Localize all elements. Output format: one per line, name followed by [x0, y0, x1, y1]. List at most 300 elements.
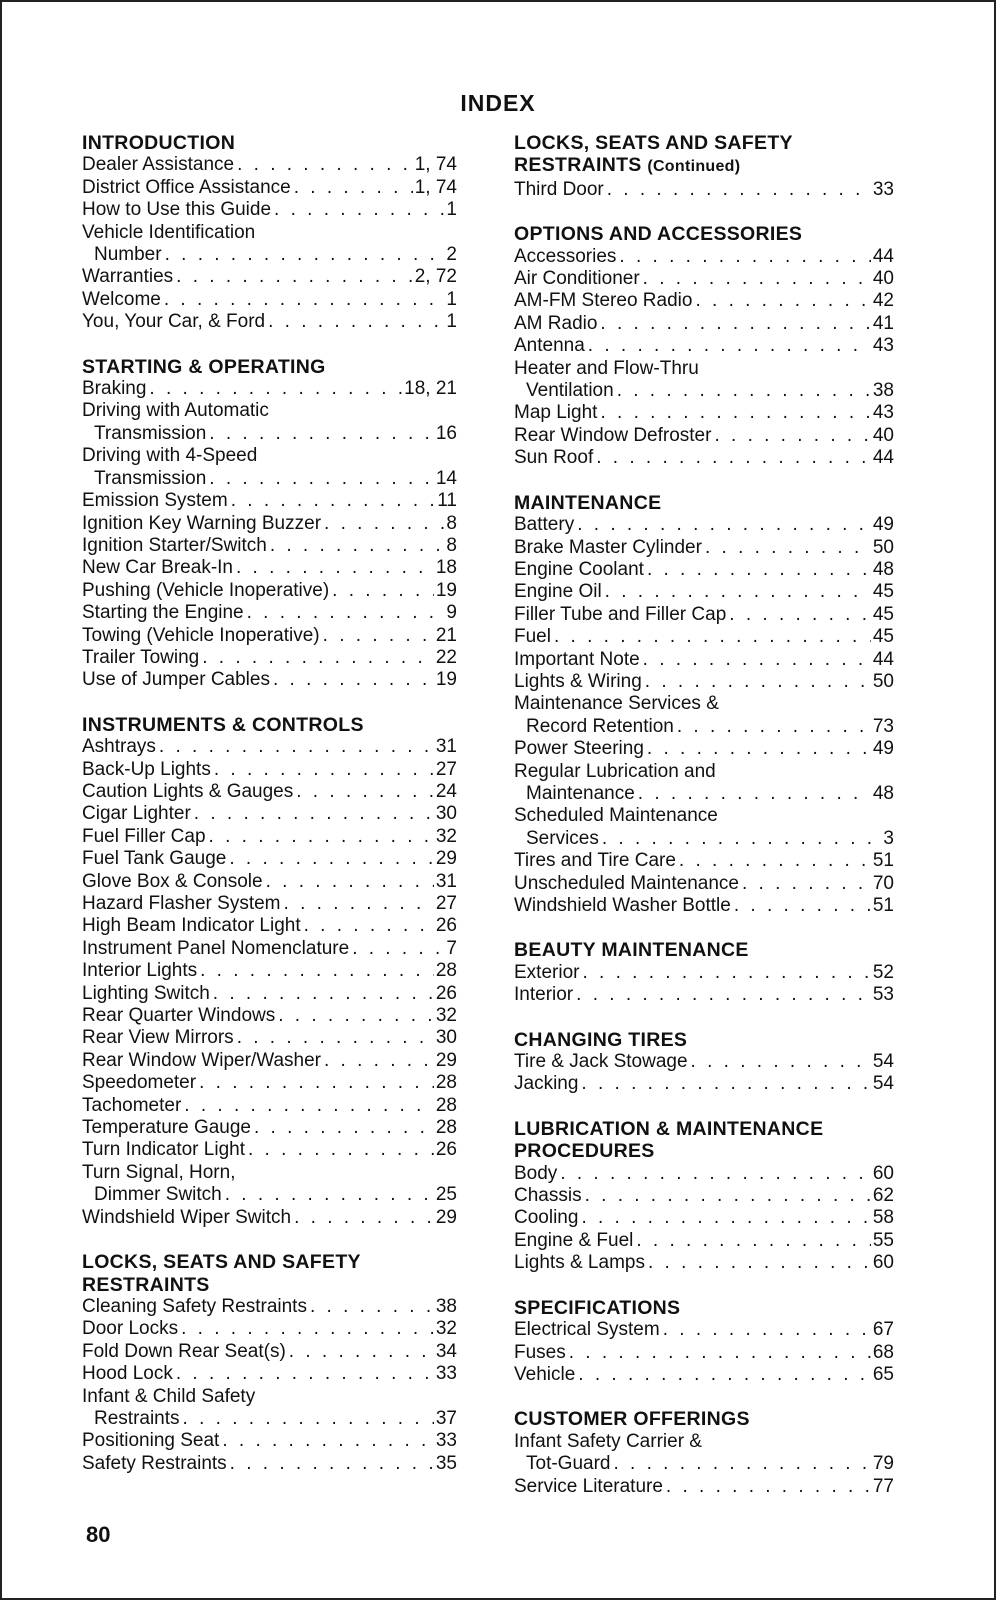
index-entry	[82, 490, 457, 512]
dot-leader	[209, 423, 434, 445]
dot-leader	[605, 581, 871, 603]
entry-label: Electrical System	[514, 1319, 660, 1341]
index-entry	[514, 581, 894, 603]
entry-page-numbers: 30	[435, 803, 457, 825]
index-section-starting-operating	[82, 356, 457, 692]
dot-leader	[729, 604, 871, 626]
dot-leader	[596, 447, 871, 469]
index-entry	[82, 647, 457, 669]
entry-label: Temperature Gauge	[82, 1117, 251, 1139]
index-entry	[514, 649, 894, 671]
dot-leader	[647, 559, 871, 581]
index-entry	[514, 805, 894, 827]
entry-label: Turn Indicator Light	[82, 1139, 245, 1161]
dot-leader	[273, 669, 434, 691]
index-section-beauty-maintenance	[514, 939, 894, 1006]
index-entry	[82, 1050, 457, 1072]
dot-leader	[324, 513, 444, 535]
index-entry	[514, 873, 894, 895]
entry-label: Trailer Towing	[82, 646, 200, 668]
entry-page-numbers: 28	[435, 1117, 457, 1139]
entry-label: Turn Signal, Horn,	[82, 1161, 236, 1183]
index-entry	[82, 1386, 457, 1408]
dot-leader	[254, 1117, 434, 1139]
entry-page-numbers: 45	[872, 626, 894, 648]
entry-page-numbers: 31	[435, 870, 457, 892]
index-entry	[82, 1027, 457, 1049]
entry-label: Starting the Engine	[82, 602, 244, 624]
entry-label: Engine Oil	[514, 581, 602, 603]
section-heading: LUBRICATION & MAINTENANCE	[514, 1117, 824, 1140]
entry-page-numbers: 31	[435, 736, 457, 758]
section-heading: MAINTENANCE	[514, 491, 662, 514]
dot-leader	[582, 962, 870, 984]
index-entry	[82, 915, 457, 937]
entry-page-numbers: 60	[872, 1252, 894, 1274]
entry-label: Engine Coolant	[514, 558, 644, 580]
dot-leader	[691, 1051, 871, 1073]
entry-label: New Car Break-In	[82, 557, 233, 579]
index-entry	[82, 736, 457, 758]
index-entry	[82, 1363, 457, 1385]
dot-leader	[194, 803, 434, 825]
entry-label: Caution Lights & Gauges	[82, 780, 294, 802]
section-heading-line2	[514, 154, 894, 178]
entry-label: Lights & Wiring	[514, 670, 642, 692]
entry-page-numbers: 48	[872, 558, 894, 580]
dot-leader	[199, 1072, 434, 1094]
dot-leader	[613, 1453, 870, 1475]
entry-label: Interior	[514, 984, 574, 1006]
index-entry	[82, 199, 457, 221]
dot-leader	[294, 177, 413, 199]
entry-page-numbers: 40	[872, 268, 894, 290]
dot-leader	[237, 1027, 434, 1049]
index-entry	[82, 1296, 457, 1318]
entry-page-numbers: 1, 74	[414, 154, 457, 176]
entry-label: AM-FM Stereo Radio	[514, 290, 693, 312]
entry-page-numbers: 18	[435, 557, 457, 579]
dot-leader	[176, 1363, 434, 1385]
entry-label: Safety Restraints	[82, 1452, 227, 1474]
section-heading: INTRODUCTION	[82, 132, 236, 154]
entry-label: Fuel	[514, 626, 551, 648]
index-entry	[514, 179, 894, 201]
dot-leader	[560, 1163, 871, 1185]
entry-label: Door Locks	[82, 1318, 179, 1340]
entry-page-numbers: 22	[435, 646, 457, 668]
index-entry	[82, 1117, 457, 1139]
index-entry	[82, 513, 457, 535]
entry-label: Windshield Wiper Switch	[82, 1206, 292, 1228]
index-entry	[514, 693, 894, 715]
dot-leader	[164, 289, 445, 311]
entry-label: Fuel Tank Gauge	[82, 848, 227, 870]
index-entry	[82, 960, 457, 982]
index-entry	[514, 761, 894, 783]
index-entry	[514, 962, 894, 984]
index-section-locks-seats-and-safety	[514, 132, 894, 201]
index-entry	[82, 222, 457, 244]
entry-page-numbers: 25	[435, 1184, 457, 1206]
dot-leader	[270, 535, 445, 557]
index-entry	[82, 938, 457, 960]
entry-page-numbers: 2, 72	[414, 266, 457, 288]
entry-page-numbers: 32	[435, 1005, 457, 1027]
dot-leader	[289, 1341, 434, 1363]
dot-leader	[677, 716, 871, 738]
dot-leader	[230, 1453, 434, 1475]
entry-page-numbers: 26	[435, 982, 457, 1004]
dot-leader	[648, 1252, 871, 1274]
dot-leader	[607, 179, 871, 201]
index-entry	[82, 1207, 457, 1229]
index-entry	[514, 537, 894, 559]
dot-leader	[248, 1139, 434, 1161]
entry-label: Lighting Switch	[82, 982, 210, 1004]
dot-leader	[202, 647, 434, 669]
dot-leader	[165, 244, 445, 266]
index-section-options-and-accessories	[514, 223, 894, 469]
entry-label: Maintenance Services &	[514, 693, 719, 715]
entry-page-numbers: 26	[435, 1139, 457, 1161]
dot-leader	[602, 828, 882, 850]
section-heading-line2	[514, 1140, 894, 1162]
index-entry	[514, 604, 894, 626]
entry-page-numbers: 27	[435, 758, 457, 780]
entry-page-numbers: 35	[435, 1452, 457, 1474]
index-entry	[82, 177, 457, 199]
entry-page-numbers: 43	[872, 402, 894, 424]
dot-leader	[352, 938, 444, 960]
entry-label: Services	[526, 827, 599, 849]
index-entry	[514, 1342, 894, 1364]
entry-page-numbers: 58	[872, 1207, 894, 1229]
index-entry	[82, 423, 457, 445]
index-entry	[82, 1430, 457, 1452]
entry-label: Warranties	[82, 266, 174, 288]
entry-label: Sun Roof	[514, 447, 594, 469]
section-heading: CUSTOMER OFFERINGS	[514, 1408, 750, 1431]
index-entry	[514, 425, 894, 447]
entry-page-numbers: 1	[446, 199, 457, 221]
index-entry	[82, 803, 457, 825]
index-section-customer-offerings	[514, 1408, 894, 1498]
entry-label: Positioning Seat	[82, 1430, 220, 1452]
dot-leader	[638, 783, 871, 805]
entry-label: Chassis	[514, 1185, 582, 1207]
index-entry	[514, 313, 894, 335]
dot-leader	[278, 1005, 434, 1027]
section-heading: BEAUTY MAINTENANCE	[514, 939, 749, 962]
index-entry	[82, 1162, 457, 1184]
entry-label: Vehicle	[514, 1363, 576, 1385]
index-entry	[82, 445, 457, 467]
entry-page-numbers: 11	[437, 490, 457, 512]
entry-label: Interior Lights	[82, 960, 198, 982]
entry-page-numbers: 1	[446, 288, 457, 310]
entry-label: Hood Lock	[82, 1363, 173, 1385]
dot-leader	[181, 1318, 434, 1340]
index-section-introduction	[82, 132, 457, 334]
section-heading: SPECIFICATIONS	[514, 1296, 681, 1319]
dot-leader	[176, 266, 413, 288]
section-heading: CHANGING TIRES	[514, 1028, 688, 1051]
index-entry	[514, 1230, 894, 1252]
entry-page-numbers: 28	[435, 1094, 457, 1116]
entry-page-numbers: 73	[872, 715, 894, 737]
entry-label: Cigar Lighter	[82, 803, 191, 825]
entry-page-numbers: 44	[872, 245, 894, 267]
dot-leader	[666, 1476, 871, 1498]
entry-label: Braking	[82, 378, 147, 400]
section-heading-text: RESTRAINTS	[82, 1273, 210, 1296]
entry-label: Unscheduled Maintenance	[514, 872, 739, 894]
dot-leader	[581, 1073, 870, 1095]
entry-label: Fold Down Rear Seat(s)	[82, 1340, 286, 1362]
entry-page-numbers: 43	[872, 335, 894, 357]
index-entry	[82, 1318, 457, 1340]
entry-label: Tire & Jack Stowage	[514, 1051, 688, 1073]
dot-leader	[617, 380, 871, 402]
index-entry	[514, 626, 894, 648]
index-entry	[82, 1005, 457, 1027]
entry-label: Use of Jumper Cables	[82, 669, 270, 691]
entry-page-numbers: 49	[872, 514, 894, 536]
index-entry	[514, 1431, 894, 1453]
dot-leader	[581, 1207, 870, 1229]
index-section-specifications	[514, 1297, 894, 1387]
section-heading: STARTING & OPERATING	[82, 355, 326, 378]
index-entry	[514, 1051, 894, 1073]
page-title: INDEX	[460, 90, 536, 116]
entry-label: Emission System	[82, 490, 228, 512]
dot-leader	[236, 557, 434, 579]
dot-leader	[742, 873, 871, 895]
dot-leader	[600, 313, 870, 335]
right-column	[514, 132, 894, 1520]
entry-label: Air Conditioner	[514, 268, 640, 290]
entry-page-numbers: 77	[872, 1475, 894, 1497]
entry-page-numbers: 1	[446, 311, 457, 333]
dot-leader	[231, 490, 436, 512]
entry-label: Ignition Key Warning Buzzer	[82, 512, 322, 534]
entry-page-numbers: 18, 21	[404, 378, 457, 400]
dot-leader	[577, 514, 871, 536]
entry-label: Heater and Flow-Thru	[514, 357, 699, 379]
entry-page-numbers: 14	[435, 467, 457, 489]
index-entry	[82, 468, 457, 490]
index-entry	[82, 289, 457, 311]
index-entry	[82, 154, 457, 176]
index-entry	[514, 783, 894, 805]
dot-leader	[643, 649, 871, 671]
entry-label: Tires and Tire Care	[514, 850, 676, 872]
index-entry	[514, 984, 894, 1006]
entry-label: Record Retention	[526, 715, 674, 737]
entry-label: Rear Window Wiper/Washer	[82, 1049, 321, 1071]
section-heading-text: RESTRAINTS	[514, 154, 642, 177]
entry-page-numbers: 49	[872, 738, 894, 760]
entry-label: Important Note	[514, 648, 640, 670]
dot-leader	[284, 893, 434, 915]
index-entry	[82, 871, 457, 893]
entry-page-numbers: 50	[872, 670, 894, 692]
index-entry	[82, 602, 457, 624]
entry-label: Ashtrays	[82, 736, 156, 758]
entry-label: Accessories	[514, 245, 617, 267]
page-number: 80	[86, 1522, 111, 1547]
entry-label: Power Steering	[514, 738, 644, 760]
entry-label: Pushing (Vehicle Inoperative)	[82, 579, 330, 601]
left-column	[82, 132, 457, 1497]
dot-leader	[274, 199, 444, 221]
entry-page-numbers: 9	[446, 602, 457, 624]
dot-leader	[214, 759, 434, 781]
entry-page-numbers: 33	[435, 1430, 457, 1452]
section-heading: LOCKS, SEATS AND SAFETY	[514, 132, 793, 154]
entry-page-numbers: 30	[435, 1027, 457, 1049]
dot-leader	[296, 781, 434, 803]
dot-leader	[569, 1342, 871, 1364]
index-entry	[514, 380, 894, 402]
index-entry	[514, 358, 894, 380]
entry-page-numbers: 3	[883, 827, 894, 849]
entry-label: Dimmer Switch	[94, 1184, 222, 1206]
index-section-maintenance	[514, 492, 894, 918]
dot-leader	[323, 625, 434, 647]
entry-label: Tot-Guard	[526, 1453, 611, 1475]
entry-page-numbers: 33	[435, 1363, 457, 1385]
entry-page-numbers: 33	[872, 178, 894, 200]
entry-label: District Office Assistance	[82, 176, 291, 198]
entry-label: Third Door	[514, 178, 604, 200]
dot-leader	[149, 378, 402, 400]
index-entry	[82, 781, 457, 803]
entry-page-numbers: 24	[435, 780, 457, 802]
index-entry	[82, 580, 457, 602]
dot-leader	[209, 468, 434, 490]
dot-leader	[304, 915, 434, 937]
index-entry	[514, 671, 894, 693]
entry-page-numbers: 32	[435, 1318, 457, 1340]
index-entry	[82, 1139, 457, 1161]
index-section-instruments-controls	[82, 714, 457, 1229]
index-entry	[82, 311, 457, 333]
index-entry	[514, 738, 894, 760]
index-entry	[514, 514, 894, 536]
index-entry	[82, 1341, 457, 1363]
entry-page-numbers: 42	[872, 290, 894, 312]
dot-leader	[209, 826, 434, 848]
entry-page-numbers: 34	[435, 1340, 457, 1362]
section-heading-line2	[82, 1274, 457, 1296]
entry-label: Ignition Starter/Switch	[82, 534, 267, 556]
entry-label: Rear Quarter Windows	[82, 1005, 276, 1027]
dot-leader	[294, 1207, 434, 1229]
entry-label: Battery	[514, 514, 575, 536]
index-entry	[514, 850, 894, 872]
section-heading: LOCKS, SEATS AND SAFETY	[82, 1251, 361, 1274]
index-entry	[82, 266, 457, 288]
entry-page-numbers: 1, 74	[414, 176, 457, 198]
entry-label: Hazard Flasher System	[82, 893, 281, 914]
entry-label: Towing (Vehicle Inoperative)	[82, 624, 320, 646]
entry-label: High Beam Indicator Light	[82, 915, 301, 937]
index-entry	[82, 893, 457, 915]
entry-label: Transmission	[94, 467, 207, 489]
entry-label: Glove Box & Console	[82, 870, 263, 892]
dot-leader	[268, 311, 444, 333]
entry-label: Windshield Washer Bottle	[514, 895, 731, 916]
entry-label: How to Use this Guide	[82, 199, 272, 221]
dot-leader	[554, 626, 871, 648]
index-entry	[514, 246, 894, 268]
entry-label: You, Your Car, & Ford	[82, 311, 266, 333]
dot-leader	[636, 1230, 871, 1252]
entry-page-numbers: 21	[435, 624, 457, 646]
entry-label: Fuel Filler Cap	[82, 825, 206, 847]
entry-label: Cooling	[514, 1207, 579, 1229]
index-entry	[82, 244, 457, 266]
entry-page-numbers: 19	[435, 579, 457, 601]
entry-label: Restraints	[94, 1407, 180, 1429]
index-entry	[514, 1476, 894, 1498]
index-entry	[82, 1453, 457, 1475]
entry-label: Driving with 4-Speed	[82, 445, 258, 467]
index-section-lubrication-maintenance	[514, 1118, 894, 1275]
dot-leader	[578, 1364, 871, 1386]
entry-page-numbers: 38	[872, 380, 894, 402]
entry-page-numbers: 8	[446, 534, 457, 556]
entry-page-numbers: 70	[872, 872, 894, 894]
dot-leader	[576, 984, 871, 1006]
entry-label: Vehicle Identification	[82, 221, 256, 243]
dot-leader	[213, 983, 434, 1005]
dot-leader	[663, 1319, 871, 1341]
entry-label: Infant & Child Safety	[82, 1385, 256, 1407]
entry-page-numbers: 44	[872, 447, 894, 469]
index-section-changing-tires	[514, 1029, 894, 1096]
entry-label: Jacking	[514, 1073, 579, 1095]
dot-leader	[705, 537, 871, 559]
dot-leader	[695, 290, 870, 312]
entry-page-numbers: 8	[446, 512, 457, 534]
index-entry	[82, 983, 457, 1005]
entry-page-numbers: 19	[435, 669, 457, 691]
dot-leader	[324, 1050, 434, 1072]
index-entry	[514, 1319, 894, 1341]
index-entry	[82, 1072, 457, 1094]
entry-label: Scheduled Maintenance	[514, 805, 718, 827]
index-entry	[82, 400, 457, 422]
entry-page-numbers: 16	[435, 422, 457, 444]
entry-page-numbers: 40	[872, 424, 894, 446]
section-heading: INSTRUMENTS & CONTROLS	[82, 713, 364, 736]
entry-page-numbers: 28	[435, 1072, 457, 1094]
index-entry	[82, 378, 457, 400]
entry-label: Dealer Assistance	[82, 154, 235, 176]
entry-page-numbers: 67	[872, 1319, 894, 1341]
entry-page-numbers: 28	[435, 960, 457, 982]
index-entry	[82, 557, 457, 579]
dot-leader	[643, 268, 871, 290]
entry-page-numbers: 51	[872, 850, 894, 872]
entry-label: Map Light	[514, 402, 598, 424]
entry-label: Number	[94, 244, 162, 266]
entry-page-numbers: 54	[872, 1051, 894, 1073]
index-section-locks-seats-and-safety	[82, 1251, 457, 1475]
